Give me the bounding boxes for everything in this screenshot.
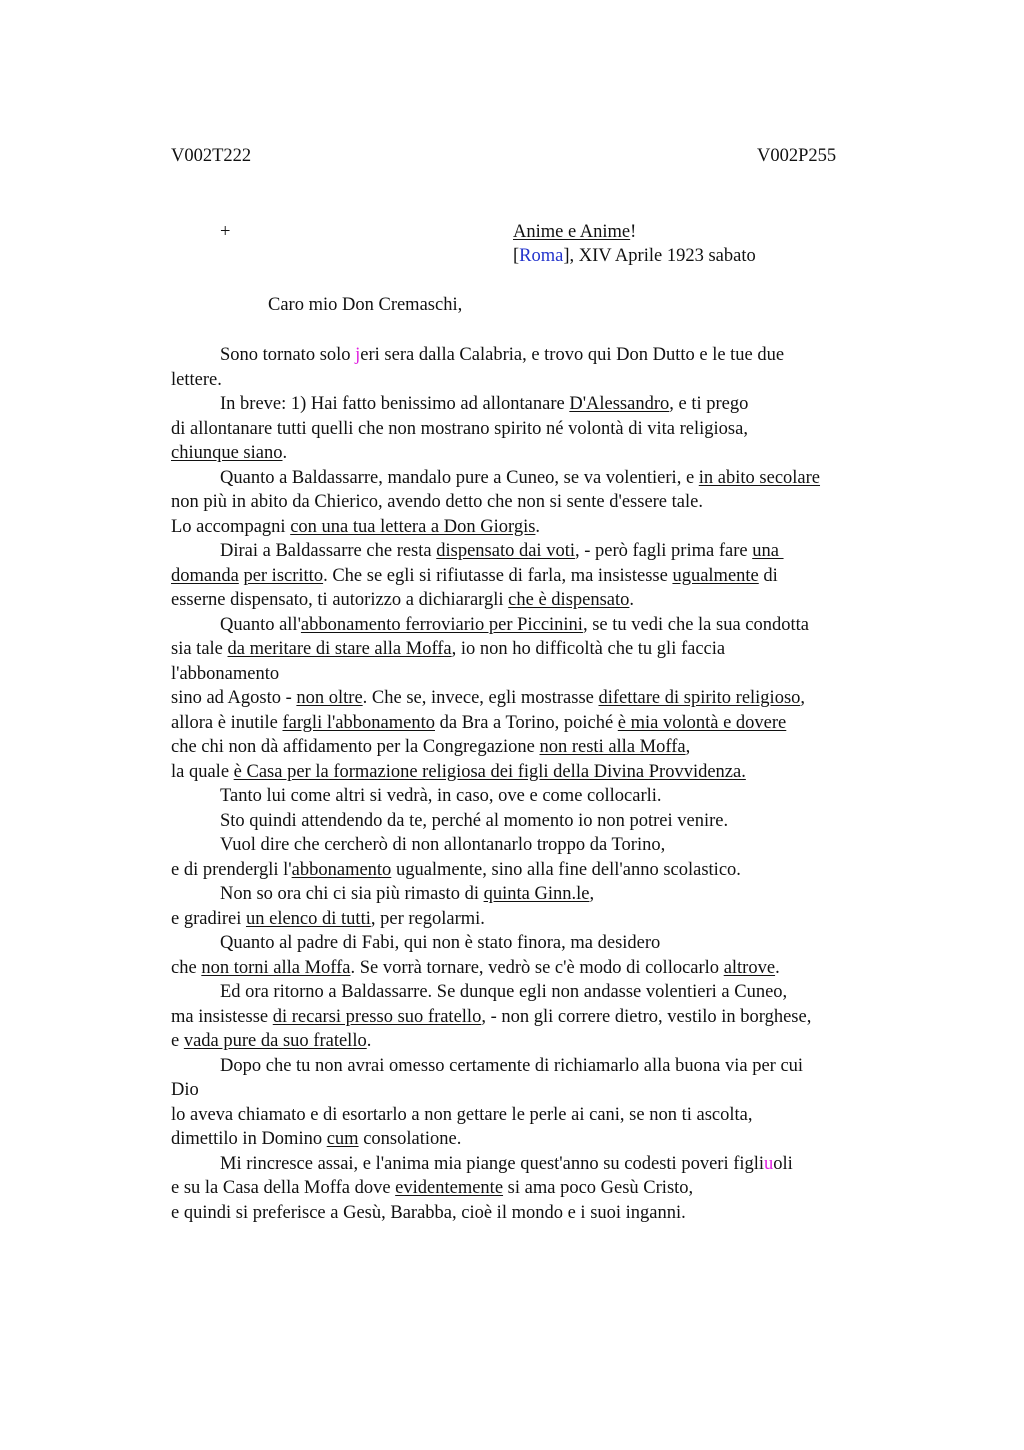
line-text: l'abbonamento — [171, 663, 280, 684]
body-line — [171, 1201, 901, 1226]
line-text: , — [589, 884, 595, 904]
underlined-phrase: dispensato dai voti — [436, 541, 575, 561]
body-line — [171, 833, 901, 858]
motto-exclamation: ! — [630, 222, 637, 242]
underlined-phrase: quinta Ginn.le — [483, 884, 590, 904]
line-text: , - però fagli prima fare — [574, 541, 753, 561]
line-text: . Che se, invece, egli mostrasse — [362, 688, 599, 708]
underlined-phrase: per iscritto — [243, 565, 324, 586]
underlined-phrase: abbonamento ferroviario per Piccinini — [300, 614, 583, 635]
underlined-phrase: che è dispensato — [508, 590, 630, 610]
line-text: . — [775, 957, 780, 978]
underlined-phrase: difettare di spirito religioso — [598, 688, 801, 708]
body-line — [171, 662, 901, 687]
letter-body — [171, 343, 901, 1225]
body-line — [171, 466, 901, 491]
body-line — [171, 711, 901, 736]
underlined-phrase: altrove — [723, 957, 776, 978]
line-text: . — [282, 443, 288, 463]
body-line — [171, 931, 901, 956]
cross-mark: + — [220, 222, 231, 242]
body-line — [171, 735, 901, 760]
underlined-phrase: non torni alla Moffa — [201, 957, 351, 978]
line-text: sia tale — [171, 639, 228, 659]
letter-motto — [513, 222, 636, 243]
body-line — [171, 539, 901, 564]
body-line — [171, 613, 901, 638]
body-line — [171, 441, 901, 466]
line-text: . Che se egli si rifiutasse di farla, ma insistesse — [323, 565, 673, 586]
line-text: . — [366, 1031, 372, 1051]
line-text: Lo accompagni — [171, 516, 291, 537]
line-text: consolatione. — [358, 1129, 462, 1149]
body-line — [171, 980, 901, 1005]
corrected-letter: j — [355, 345, 361, 365]
body-line — [171, 1152, 901, 1177]
body-line — [171, 760, 901, 785]
line-text: Dirai a Baldassarre che resta — [220, 541, 437, 561]
underlined-phrase: non resti alla Moffa — [539, 737, 686, 757]
line-text: la quale — [171, 761, 234, 782]
underlined-phrase: è mia volontà e dovere — [617, 712, 787, 733]
body-line — [171, 490, 901, 515]
line-text: , - non gli correre dietro, vestilo in borghese, — [481, 1006, 812, 1027]
line-text: dimettilo in Domino — [171, 1129, 327, 1149]
body-line — [171, 784, 901, 809]
line-text: Ed ora ritorno a Baldassarre. Se dunque egli non andasse volentieri a Cuneo, — [220, 982, 788, 1002]
salutation: Caro mio Don Cremaschi, — [268, 295, 463, 315]
body-line — [171, 956, 901, 981]
body-line — [171, 1176, 901, 1201]
line-text: , io non ho difficoltà che tu gli faccia — [451, 639, 726, 659]
line-text: Sono tornato solo — [220, 345, 356, 365]
line-text: , se tu vedi che la sua condotta — [582, 614, 809, 635]
line-text: Quanto all' — [220, 614, 301, 635]
line-text: Vuol dire che cercherò di non allontanarlo troppo da Torino, — [220, 835, 666, 855]
underlined-phrase: con una tua lettera a Don Giorgis — [290, 516, 536, 537]
body-line — [171, 515, 901, 540]
line-text: Non so ora chi ci sia più rimasto di — [220, 884, 484, 904]
line-text: , per regolarmi. — [370, 908, 485, 929]
body-line — [171, 809, 901, 834]
body-line — [171, 1005, 901, 1030]
place-name: Roma — [519, 246, 564, 266]
body-line — [171, 637, 901, 662]
body-line — [171, 343, 901, 368]
body-line — [171, 1103, 901, 1128]
body-line — [171, 858, 901, 883]
line-text: . — [629, 590, 635, 610]
body-line — [171, 588, 901, 613]
underlined-phrase: non oltre — [296, 688, 363, 708]
body-line — [171, 1054, 901, 1079]
body-line — [171, 1127, 901, 1152]
line-text: e gradirei — [171, 908, 246, 929]
line-text: . Se vorrà tornare, vedrò se c'è modo di collocarlo — [350, 957, 724, 978]
body-line — [171, 564, 901, 589]
underlined-phrase: abbonamento — [291, 859, 392, 880]
underlined-phrase: di recarsi presso suo fratello — [272, 1006, 482, 1027]
body-line — [171, 686, 901, 711]
line-text: e quindi si preferisce a Gesù, Barabba, cioè il mondo e i suoi inganni. — [171, 1202, 686, 1223]
motto-underlined: Anime e Anime — [513, 222, 631, 242]
body-line — [171, 907, 901, 932]
line-text: In breve: 1) Hai fatto benissimo ad allontanare — [220, 394, 570, 414]
date-text: ], XIV Aprile 1923 sabato — [563, 246, 756, 266]
line-text: e di prendergli l' — [171, 859, 292, 880]
underlined-phrase: cum — [326, 1129, 359, 1149]
underlined-phrase: vada pure da suo fratello — [183, 1031, 367, 1051]
line-text: che chi non dà affidamento per la Congregazione — [171, 737, 540, 757]
document-code-right: V002P255 — [757, 146, 837, 166]
line-text: Dopo che tu non avrai omesso certamente di richiamarlo alla buona via per cui — [220, 1055, 804, 1076]
line-text: Mi rincresce assai, e l'anima mia piange quest'anno su codesti poveri figli — [220, 1153, 765, 1174]
underlined-phrase: in abito secolare — [698, 467, 821, 488]
line-text: lo aveva chiamato e di esortarlo a non gettare le perle ai cani, se non ti ascolta, — [171, 1104, 753, 1125]
underlined-phrase: ugualmente — [672, 565, 759, 586]
letter-place-date — [513, 246, 756, 267]
line-text: Sto quindi attendendo da te, perché al momento io non potrei venire. — [220, 810, 729, 831]
date-bracket: [ — [513, 246, 520, 266]
body-line — [171, 1029, 901, 1054]
line-text: eri sera dalla Calabria, e trovo qui Don Dutto e le tue due — [360, 345, 785, 365]
line-text: , e ti prego — [669, 394, 749, 414]
line-text: lettere. — [171, 369, 222, 390]
line-text: Dio — [171, 1080, 199, 1100]
body-line — [171, 1078, 901, 1103]
line-text: e su la Casa della Moffa dove — [171, 1178, 396, 1198]
body-line — [171, 392, 901, 417]
underlined-phrase: fargli l'abbonamento — [282, 712, 435, 733]
underlined-phrase: D'Alessandro — [569, 394, 670, 414]
document-code-left: V002T222 — [171, 146, 252, 166]
underlined-phrase: un elenco di tutti — [246, 908, 371, 929]
underlined-phrase: è Casa per la formazione religiosa dei figli della Divina Provvidenza. — [233, 761, 746, 782]
line-text: , — [800, 688, 806, 708]
underlined-phrase: da meritare di stare alla Moffa — [227, 639, 452, 659]
line-text: si ama poco Gesù Cristo, — [503, 1178, 694, 1198]
underlined-phrase: chiunque siano — [171, 443, 283, 463]
line-text: esserne dispensato, ti autorizzo a dichiarargli — [171, 590, 509, 610]
line-text: non più in abito da Chierico, avendo detto che non si sente d'essere tale. — [171, 492, 703, 512]
body-line — [171, 882, 901, 907]
body-line — [171, 417, 901, 442]
line-text: , — [685, 737, 691, 757]
line-text: Quanto al padre di Fabi, qui non è stato finora, ma desidero — [220, 933, 661, 953]
line-text: oli — [773, 1153, 793, 1174]
underlined-phrase: una — [752, 541, 784, 561]
line-text: . — [535, 516, 541, 537]
line-text: Tanto lui come altri si vedrà, in caso, ove e come collocarli. — [220, 786, 662, 806]
corrected-letter: u — [764, 1153, 774, 1174]
line-text: Quanto a Baldassarre, mandalo pure a Cuneo, se va volentieri, e — [220, 467, 699, 488]
line-text: allora è inutile — [171, 712, 283, 733]
line-text: e — [171, 1031, 184, 1051]
line-text: che — [171, 957, 202, 978]
line-text: da Bra a Torino, poiché — [434, 712, 618, 733]
line-text: sino ad Agosto - — [171, 688, 297, 708]
line-text: di — [758, 565, 778, 586]
underlined-phrase: evidentemente — [395, 1178, 504, 1198]
line-text: ugualmente, sino alla fine dell'anno scolastico. — [391, 859, 741, 880]
underlined-phrase: domanda — [171, 565, 239, 586]
body-line — [171, 368, 901, 393]
line-text: ma insistesse — [171, 1006, 273, 1027]
line-text: di allontanare tutti quelli che non mostrano spirito né volontà di vita religiosa, — [171, 418, 748, 439]
